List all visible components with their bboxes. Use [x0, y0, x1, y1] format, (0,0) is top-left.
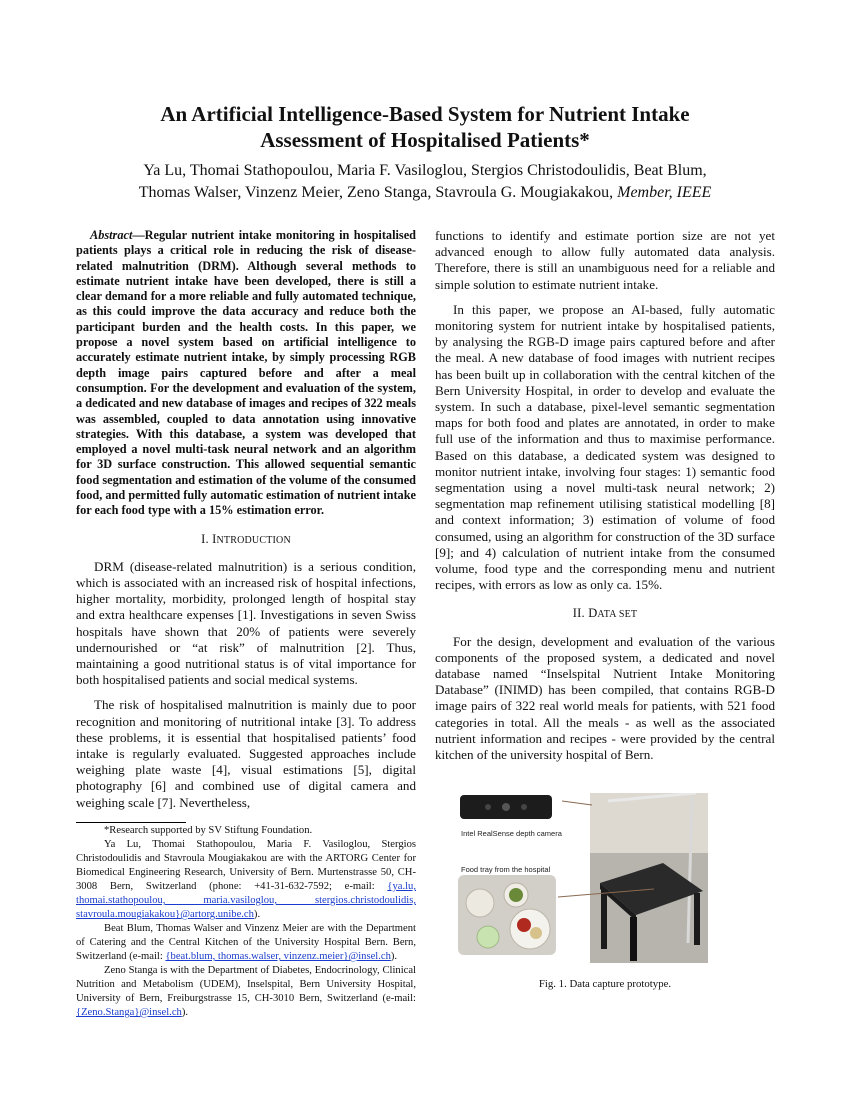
footnote-catering-end: ). — [390, 951, 398, 962]
right-column — [435, 228, 775, 772]
member-designation: Member, IEEE — [617, 184, 712, 201]
intro-paragraph-2: The risk of hospitalised malnutrition is mainly due to poor recognition and monitoring of nutritional intake [3]. To address these problems, it is essential that hospitalised patients’ food intake is regularly evaluated. Suggested approaches include weighing plate waste [4], visual estimations [5], digital photography [6] and combined use of digital camera and weighing scale [7]. Nevertheless, — [76, 697, 416, 810]
title-line-1: An Artificial Intelligence-Based System for Nutrient Intake — [160, 102, 690, 126]
intro-paragraph-1: DRM (disease-related malnutrition) is a serious condition, which is associated with an increased risk of hospital infections, higher mortality, morbidity, prolonged length of hospital stay and extra healthcare expenses [1]. Investigations in seven Swiss hospitals have shown that 20% of patients were severely undernourished or “at risk” of malnutrition [2]. Thus, maintaining a good nutritional status is of vital importance for both hospitalised patients and social medical systems. — [76, 558, 416, 688]
abstract-label: Abstract — [90, 228, 133, 242]
insel-email-link[interactable]: {beat.blum, thomas.walser, vinzenz.meier}@insel.ch — [165, 951, 391, 962]
dataset-paragraph: For the design, development and evaluation of the various components of the proposed system, a dedicated and novel database named “Inselspital Nutrient Intake Monitoring Database” (INIMD) has been compiled, that contains RGB-D image pairs of 322 real world meals for patients, with 521 food categories in total. All the meals - as well as the associated nutrient information and recipes - were provided by the central kitchen of the university hospital of Bern. — [435, 633, 775, 763]
footnote-udem-end: ). — [181, 1007, 189, 1018]
artorg-email-link[interactable]: {ya.lu, thomai.stathopoulou, maria.vasiloglou, stergios.christodoulidis, stavroula.mougiakakou}@artorg.unibe.ch — [76, 881, 416, 920]
abstract — [76, 228, 416, 519]
authors-line-2-names: Thomas Walser, Vinzenz Meier, Zeno Stanga, Stavroula G. Mougiakakou, — [138, 184, 614, 201]
authors-line-1: Ya Lu, Thomai Stathopoulou, Maria F. Vasiloglou, Stergios Christodoulidis, Beat Blum, — [143, 162, 707, 179]
right-paragraph-1: functions to identify and estimate portion size are not yet advanced enough to allow fully automated data analysis. Therefore, there is still an unambiguous need for a reliable and simple solution to estimate nutrient intake. — [435, 228, 775, 292]
intro-heading-rest: NTRODUCTION — [216, 534, 291, 546]
tray-label: Food tray from the hospital — [461, 865, 551, 874]
right-paragraph-2: In this paper, we propose an AI-based, fully automatic monitoring system for nutrient intake by hospitalised patients, by analysing the RGB-D image pairs captured before and after the meal. A new database of food images with nutrient recipes has been built up in collaboration with the central kitchen of the Bern University Hospital, in order to develop and evaluate the system. In such a database, pixel-level semantic segmentation maps for both food and plates are annotated, in order to make full use of the information and thus to maximise performance. Based on this database, a dedicated system was designed to monitor nutrient intake, involving four stages: 1) semantic food segmentation using a novel multi-task neural network; 2) segmentation map refinement utilising statistical modelling [8] and context information; 3) estimation of volume of food consumed, using an algorithm for construction of the 3D surface [9]; and 4) calculation of nutrient intake from the consumed volume, food type and the corresponding menu and nutrient recipes, with errors as low as only ca. 15%. — [435, 301, 775, 593]
footnote-udem-text: Zeno Stanga is with the Department of Diabetes, Endocrinology, Clinical Nutrition and Metabolism (UDEM), Inselspital, Bern University Hospital, University of Bern, Freiburgstrasse 15, CH-3010 Bern, Switzerland (e-mail: — [76, 965, 416, 1004]
dataset-heading-number: II. — [572, 606, 589, 621]
footnote-artorg-end: ). — [253, 909, 261, 920]
dataset-heading-rest: ATA SET — [597, 609, 638, 621]
footnote-artorg-text: Ya Lu, Thomai Stathopoulou, Maria F. Vasiloglou, Stergios Christodoulidis and Stavroula Mougiakakou are with the ARTORG Center for Biomedical Engineering Research, University of Bern. Murtenstrasse 50, CH-3008 Bern, Switzerland (phone: +41-31-632-7592; e-mail: — [76, 839, 416, 892]
intro-heading-initial: I — [212, 531, 217, 546]
footnotes — [76, 822, 416, 1020]
title-line-2: Assessment of Hospitalised Patients* — [260, 128, 590, 152]
dataset-heading-initial: D — [588, 606, 598, 621]
intro-heading-number: I. — [201, 531, 213, 546]
paper-title — [60, 101, 790, 153]
dataset-heading — [435, 605, 775, 623]
prototype-illustration — [458, 793, 708, 963]
stanga-email-link[interactable]: {Zeno.Stanga}@insel.ch — [76, 1007, 182, 1018]
author-list — [60, 160, 790, 204]
footnote-catering — [76, 922, 416, 964]
figure-caption: Fig. 1. Data capture prototype. — [538, 978, 672, 990]
abstract-text: —Regular nutrient intake monitoring in hospitalised patients plays a critical role in reducing the risk of disease-related malnutrition (DRM). Although several methods to estimate nutrient intake have been developed, there is still a clear demand for a more reliable and fully automated technique, as this could improve the data accuracy and reduce both the participant burden and the health costs. In this paper, we propose a novel system based on artificial intelligence to accurately estimate nutrient intake, by simply processing RGB depth image pairs captured before and after a meal consumption. For the development and evaluation of the system, a dedicated and new database of images and recipes of 322 meals was assembled, coupled to data annotation using innovative strategies. With this database, a system was developed that employed a novel multi-task neural network and an algorithm for 3D surface construction. This allowed sequential semantic food segmentation and estimation of the volume of the consumed food, and permitted fully automatic estimation of nutrient intake for each food type with a 15% estimation error. — [76, 228, 416, 518]
camera-lens — [502, 803, 510, 811]
footnote-catering-text: Beat Blum, Thomas Walser and Vinzenz Meier are with the Department of Catering and the Central Kitchen of the University Hospital Bern. Bern, Switzerland (e-mail: — [76, 923, 416, 962]
footnote-artorg — [76, 838, 416, 922]
intro-heading — [76, 531, 416, 549]
footnote-udem — [76, 964, 416, 1020]
authors-line-2 — [60, 182, 790, 204]
camera-label: Intel RealSense depth camera — [461, 829, 562, 838]
footnote-funding: *Research supported by SV Stiftung Foundation. — [104, 825, 313, 836]
left-column — [76, 228, 416, 820]
figure-data-capture — [458, 793, 708, 963]
